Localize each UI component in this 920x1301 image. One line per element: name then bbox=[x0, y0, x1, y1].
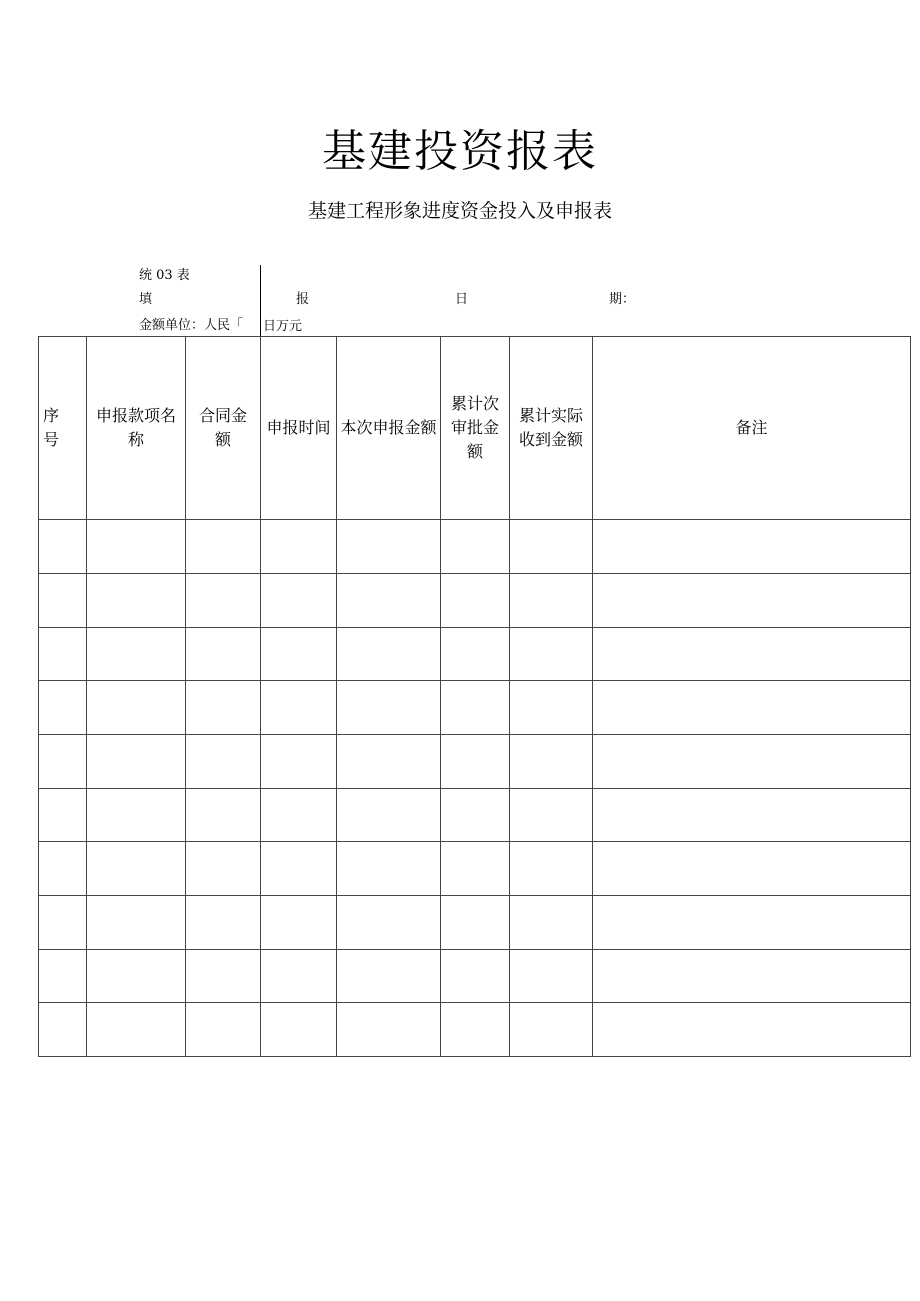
table-cell[interactable] bbox=[593, 681, 911, 735]
table-cell[interactable] bbox=[441, 1003, 510, 1057]
table-cell[interactable] bbox=[593, 573, 911, 627]
table-cell[interactable] bbox=[593, 520, 911, 574]
table-cell[interactable] bbox=[510, 520, 593, 574]
table-cell[interactable] bbox=[87, 627, 186, 681]
table-cell[interactable] bbox=[186, 573, 261, 627]
table-row bbox=[39, 520, 911, 574]
table-cell[interactable] bbox=[337, 949, 441, 1003]
table-cell[interactable] bbox=[337, 681, 441, 735]
table-cell[interactable] bbox=[593, 1003, 911, 1057]
form-number: 统 03 表 bbox=[139, 268, 190, 283]
report-table bbox=[38, 336, 911, 1057]
table-cell[interactable] bbox=[87, 1003, 186, 1057]
table-row bbox=[39, 1003, 911, 1057]
table-cell[interactable] bbox=[39, 520, 87, 574]
table-cell[interactable] bbox=[441, 949, 510, 1003]
table-cell[interactable] bbox=[441, 842, 510, 896]
table-cell[interactable] bbox=[510, 681, 593, 735]
table-cell[interactable] bbox=[337, 573, 441, 627]
fill-label: 填 bbox=[139, 292, 153, 307]
table-cell[interactable] bbox=[39, 627, 87, 681]
table-cell[interactable] bbox=[87, 734, 186, 788]
table-cell[interactable] bbox=[186, 520, 261, 574]
table-cell[interactable] bbox=[261, 573, 337, 627]
table-cell[interactable] bbox=[510, 895, 593, 949]
table-cell[interactable] bbox=[510, 1003, 593, 1057]
table-cell[interactable] bbox=[39, 788, 87, 842]
table-cell[interactable] bbox=[39, 895, 87, 949]
table-cell[interactable] bbox=[337, 520, 441, 574]
table-cell[interactable] bbox=[510, 842, 593, 896]
table-cell[interactable] bbox=[593, 788, 911, 842]
table-row bbox=[39, 573, 911, 627]
table-cell[interactable] bbox=[186, 627, 261, 681]
table-row bbox=[39, 842, 911, 896]
column-header: 申报款项名称 bbox=[87, 337, 186, 520]
currency-unit-value: 日万元 bbox=[263, 319, 303, 334]
table-row bbox=[39, 895, 911, 949]
table-cell[interactable] bbox=[186, 788, 261, 842]
table-cell[interactable] bbox=[441, 573, 510, 627]
table-cell[interactable] bbox=[337, 788, 441, 842]
table-cell[interactable] bbox=[261, 949, 337, 1003]
table-cell[interactable] bbox=[87, 573, 186, 627]
table-cell[interactable] bbox=[593, 734, 911, 788]
table-cell[interactable] bbox=[87, 520, 186, 574]
table-cell[interactable] bbox=[261, 734, 337, 788]
column-header: 序号 bbox=[39, 337, 87, 520]
table-cell[interactable] bbox=[39, 734, 87, 788]
table-cell[interactable] bbox=[87, 949, 186, 1003]
column-header: 备注 bbox=[593, 337, 911, 520]
table-cell[interactable] bbox=[510, 949, 593, 1003]
table-cell[interactable] bbox=[441, 520, 510, 574]
table-cell[interactable] bbox=[87, 895, 186, 949]
table-cell[interactable] bbox=[337, 895, 441, 949]
table-cell[interactable] bbox=[39, 573, 87, 627]
table-row bbox=[39, 627, 911, 681]
table-cell[interactable] bbox=[186, 949, 261, 1003]
table-cell[interactable] bbox=[337, 842, 441, 896]
column-header: 本次申报金额 bbox=[337, 337, 441, 520]
table-cell[interactable] bbox=[261, 520, 337, 574]
table-cell[interactable] bbox=[441, 895, 510, 949]
report-label: 报 bbox=[296, 292, 310, 307]
table-body bbox=[39, 520, 911, 1057]
table-cell[interactable] bbox=[186, 895, 261, 949]
table-cell[interactable] bbox=[186, 734, 261, 788]
header-divider bbox=[260, 265, 261, 337]
table-cell[interactable] bbox=[593, 842, 911, 896]
table-cell[interactable] bbox=[593, 949, 911, 1003]
column-header: 合同金额 bbox=[186, 337, 261, 520]
column-header: 申报时间 bbox=[261, 337, 337, 520]
table-row bbox=[39, 681, 911, 735]
table-cell[interactable] bbox=[186, 681, 261, 735]
table-cell[interactable] bbox=[261, 627, 337, 681]
page-subtitle: 基建工程形象进度资金投入及申报表 bbox=[307, 200, 612, 222]
column-header: 累计实际收到金额 bbox=[510, 337, 593, 520]
table-cell[interactable] bbox=[337, 627, 441, 681]
table-cell[interactable] bbox=[593, 895, 911, 949]
date-label: 日 bbox=[455, 292, 469, 307]
table-row bbox=[39, 734, 911, 788]
table-cell[interactable] bbox=[261, 1003, 337, 1057]
table-cell[interactable] bbox=[261, 788, 337, 842]
table-cell[interactable] bbox=[87, 788, 186, 842]
table-cell[interactable] bbox=[593, 627, 911, 681]
period-label: 期： bbox=[609, 292, 636, 307]
table-cell[interactable] bbox=[186, 1003, 261, 1057]
table-cell[interactable] bbox=[510, 627, 593, 681]
table-cell[interactable] bbox=[441, 627, 510, 681]
table-cell[interactable] bbox=[261, 681, 337, 735]
table-cell[interactable] bbox=[337, 734, 441, 788]
table-cell[interactable] bbox=[87, 842, 186, 896]
table-cell[interactable] bbox=[261, 895, 337, 949]
table-cell[interactable] bbox=[510, 788, 593, 842]
table-header-row bbox=[39, 337, 911, 520]
table-cell[interactable] bbox=[39, 681, 87, 735]
table-cell[interactable] bbox=[510, 573, 593, 627]
table-row bbox=[39, 788, 911, 842]
page-title: 基建投资报表 bbox=[322, 126, 598, 177]
table-cell[interactable] bbox=[441, 734, 510, 788]
table-cell[interactable] bbox=[261, 842, 337, 896]
table-cell[interactable] bbox=[441, 788, 510, 842]
table-cell[interactable] bbox=[441, 681, 510, 735]
table-cell[interactable] bbox=[510, 734, 593, 788]
table-cell[interactable] bbox=[39, 949, 87, 1003]
column-header: 累计次审批金额 bbox=[441, 337, 510, 520]
currency-unit-label: 金额单位：人民「 bbox=[139, 318, 244, 333]
table-cell[interactable] bbox=[39, 842, 87, 896]
table-cell[interactable] bbox=[87, 681, 186, 735]
table-cell[interactable] bbox=[337, 1003, 441, 1057]
table-cell[interactable] bbox=[186, 842, 261, 896]
table-cell[interactable] bbox=[39, 1003, 87, 1057]
table-row bbox=[39, 949, 911, 1003]
